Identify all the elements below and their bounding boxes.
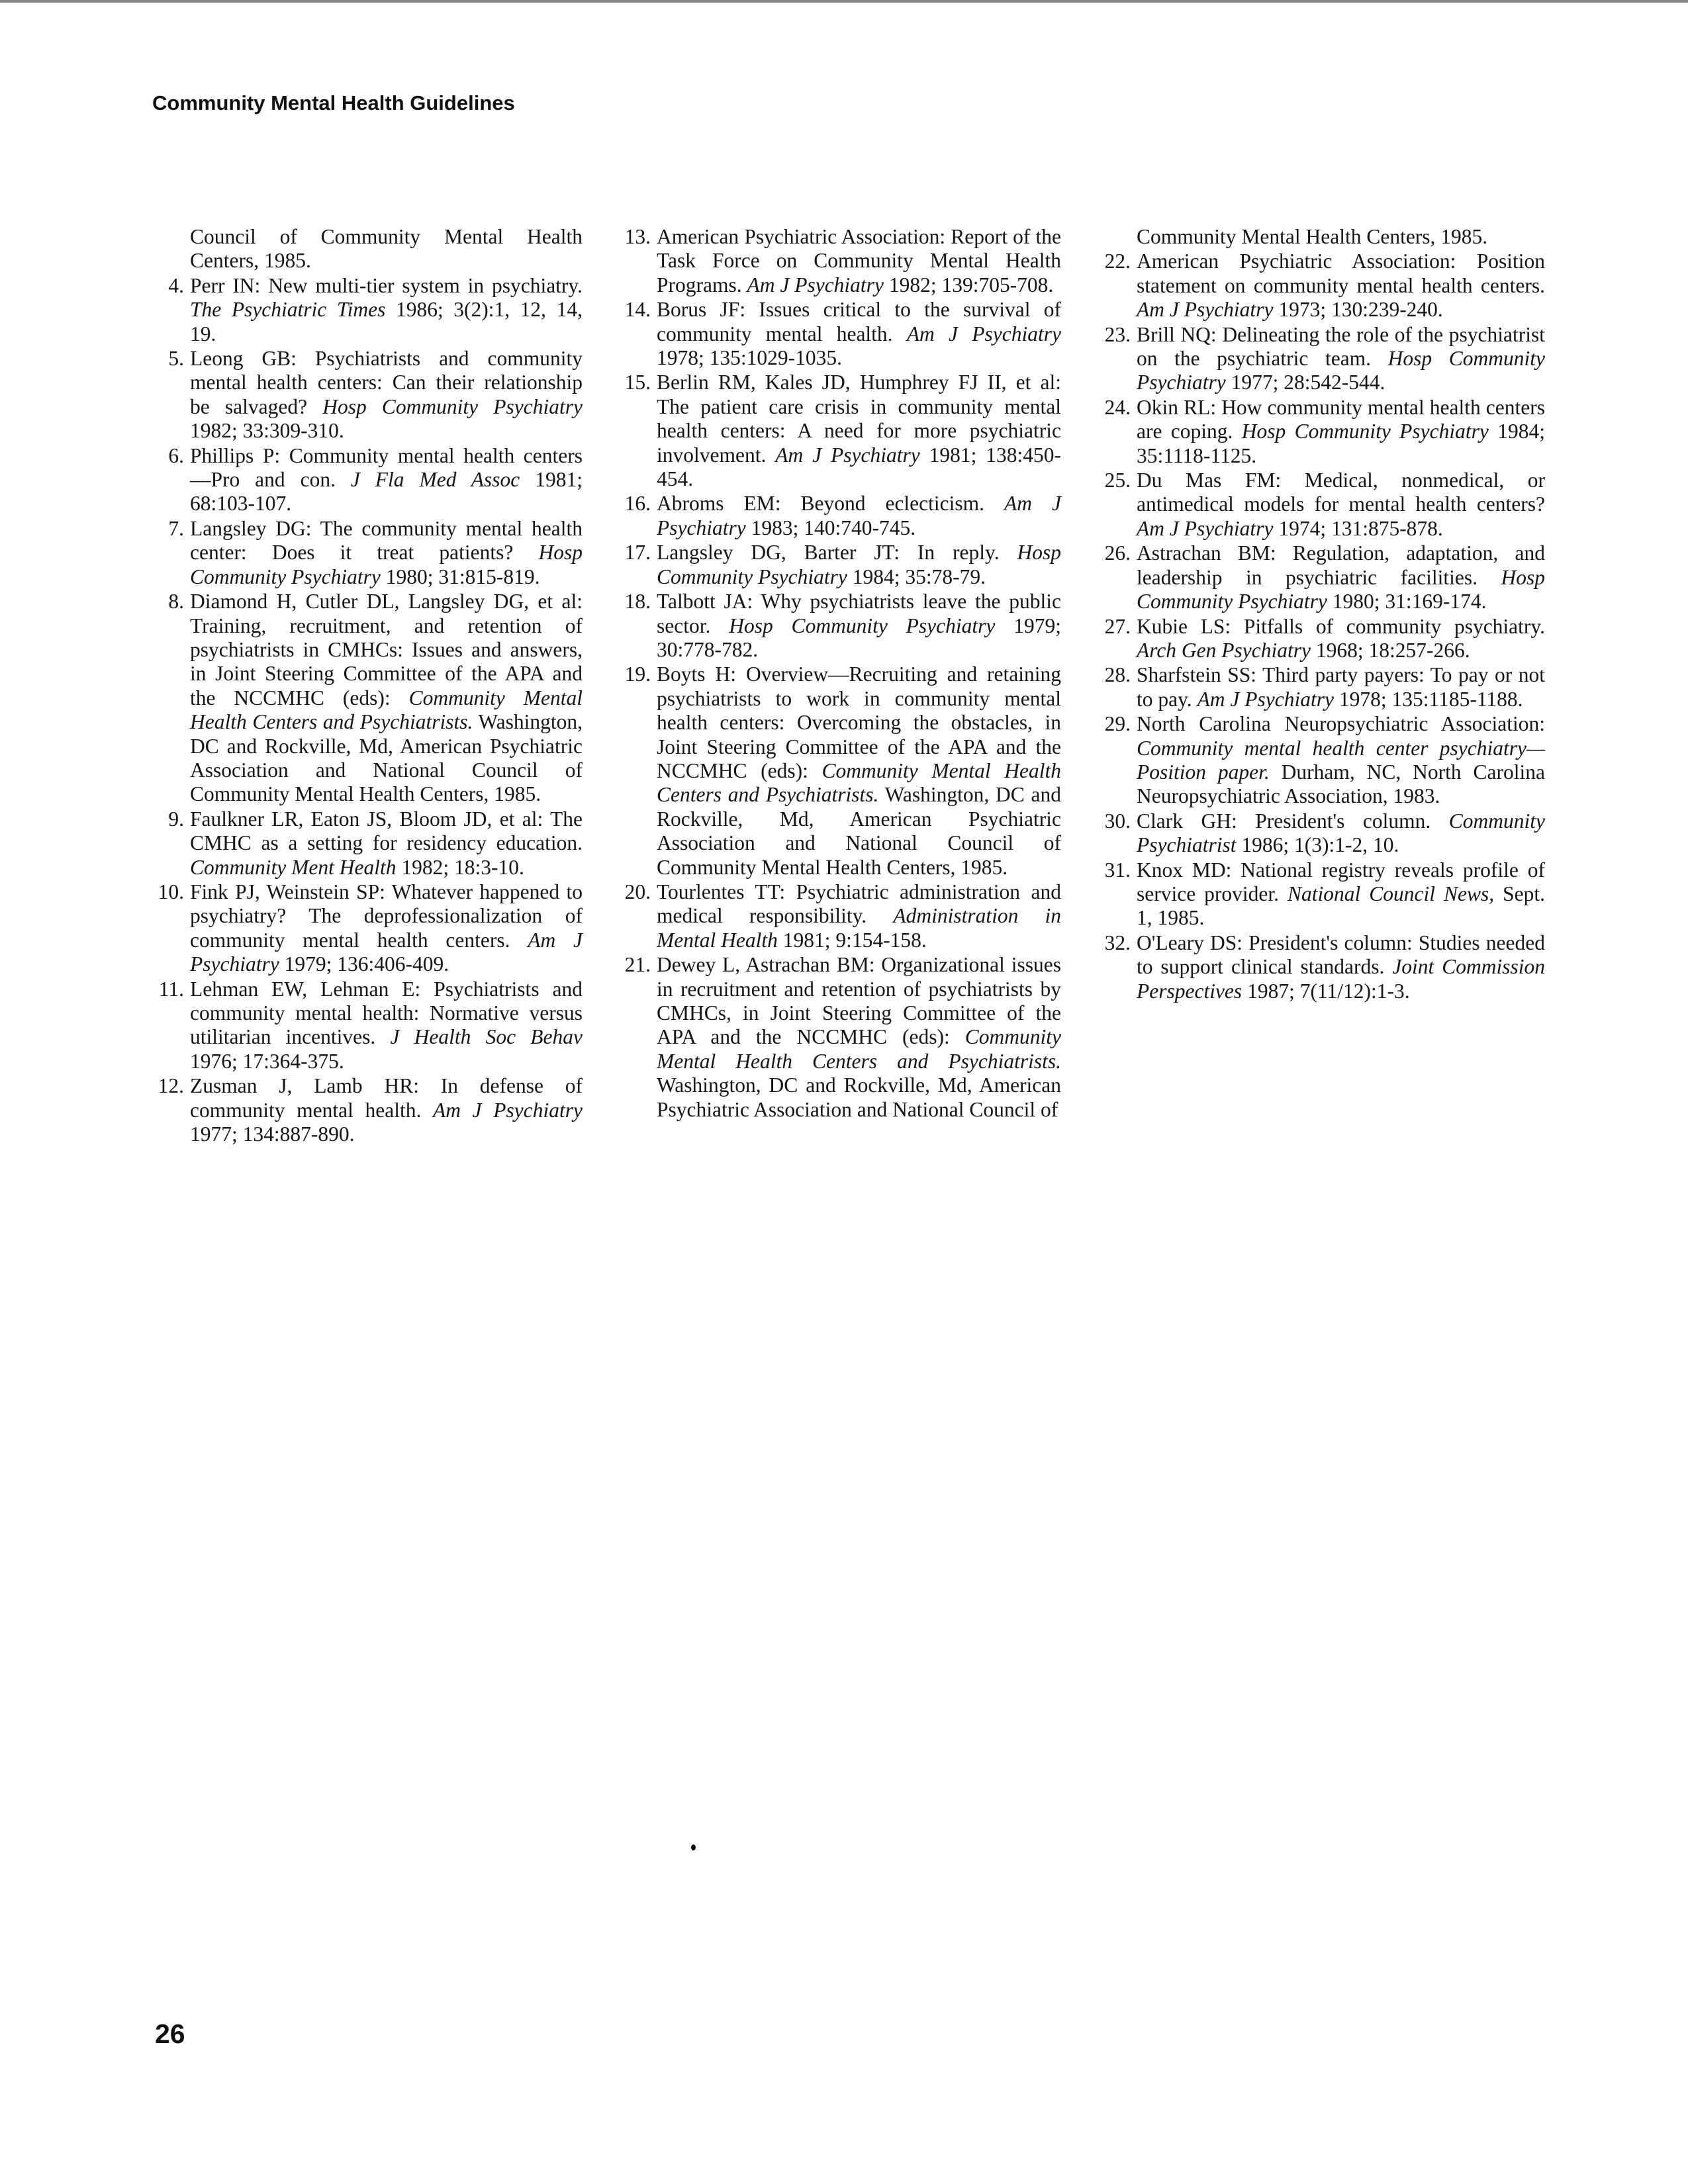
reference-text: O'Leary DS: President's column: Studies needed to support clinical standards. Joint Commission Perspectives 1987; 7(11/12):1-3.: [1137, 931, 1545, 1003]
reference-number: 24.: [1104, 395, 1131, 419]
reference-column-3: [1099, 225, 1545, 1004]
reference-number: 4.: [168, 273, 184, 297]
reference-entry: [152, 444, 583, 516]
reference-text: Boyts H: Overview—Recruiting and retaining psychiatrists to work in community mental health centers: Overcoming the obstacles, in Joint Steering Committee of the APA and the NCCMHC (eds): Community Mental Health Centers and Psychiatrists. Washington, DC and Rockville, Md, American Psychiatric Association and National Council of Community Mental Health Centers, 1985.: [657, 662, 1061, 879]
reference-entry: [1099, 931, 1545, 1003]
journal-title: Am J Psychiatry: [1137, 298, 1274, 322]
reference-entry: [1099, 712, 1545, 809]
reference-text: Tourlentes TT: Psychiatric administration and medical responsibility. Administration in Mental Health 1981; 9:154-158.: [657, 880, 1061, 952]
journal-title: Community Ment Health: [190, 855, 397, 879]
journal-title: Am J Psychiatry: [1137, 516, 1274, 540]
journal-title: Administration in Mental Health: [657, 904, 1061, 952]
reference-text: Langsley DG, Barter JT: In reply. Hosp Community Psychiatry 1984; 35:78-79.: [657, 541, 1061, 588]
reference-number: 17.: [624, 541, 651, 565]
reference-number: 8.: [168, 590, 184, 614]
reference-text: Faulkner LR, Eaton JS, Bloom JD, et al: The CMHC as a setting for residency education. Community Ment Health 1982; 18:3-10.: [190, 807, 583, 879]
journal-title: Am J Psychiatry: [906, 322, 1061, 345]
reference-entry: [1099, 858, 1545, 931]
reference-number: 7.: [168, 516, 184, 540]
reference-column-1: [152, 225, 583, 1147]
journal-title: J Fla Med Assoc: [350, 468, 520, 492]
reference-number: 15.: [624, 371, 651, 394]
reference-text: American Psychiatric Association: Report of the Task Force on Community Mental Health Programs. Am J Psychiatry 1982; 139:705-708.: [657, 225, 1061, 296]
reference-number: 5.: [168, 347, 184, 371]
reference-number: 6.: [168, 443, 184, 467]
journal-title: Am J Psychiatry: [433, 1098, 583, 1122]
journal-title: Hosp Community Psychiatry: [657, 541, 1061, 588]
reference-entry: [1099, 663, 1545, 711]
reference-number: 12.: [158, 1074, 184, 1098]
journal-title: Arch Gen Psychiatry: [1137, 638, 1311, 662]
reference-number: 27.: [1104, 614, 1131, 638]
reference-text: Langsley DG: The community mental health center: Does it treat patients? Hosp Community Psychiatry 1980; 31:815-819.: [190, 516, 583, 588]
reference-entry: [152, 517, 583, 589]
reference-entry: [1099, 396, 1545, 468]
reference-number: 32.: [1104, 931, 1131, 954]
reference-text: Astrachan BM: Regulation, adaptation, and leadership in psychiatric facilities. Hosp Community Psychiatry 1980; 31:169-174.: [1137, 541, 1545, 614]
reference-entry: [619, 953, 1061, 1122]
reference-number: 9.: [168, 807, 184, 831]
reference-text: Diamond H, Cutler DL, Langsley DG, et al: Training, recruitment, and retention of psychiatrists in CMHCs: Issues and answers, in Joint Steering Committee of the APA and the NCCMHC (eds): Community Mental Health Centers and Psychiatrists. Washington, DC and Rockville, Md, American Psychiatric Association and National Council of Community Mental Health Centers, 1985.: [190, 590, 583, 806]
reference-number: 30.: [1104, 809, 1131, 833]
reference-text: Zusman J, Lamb HR: In defense of community mental health. Am J Psychiatry 1977; 134:887-890.: [190, 1074, 583, 1146]
reference-entry: [619, 225, 1061, 297]
reference-number: 19.: [624, 662, 651, 686]
reference-number: 13.: [624, 225, 651, 248]
reference-number: 16.: [624, 492, 651, 516]
reference-entry: [152, 347, 583, 443]
journal-title: Hosp Community Psychiatry: [322, 394, 583, 418]
running-head: Community Mental Health Guidelines: [152, 91, 515, 114]
reference-entry: [152, 978, 583, 1074]
journal-title: Hosp Community Psychiatry: [729, 614, 996, 637]
journal-title: Am J Psychiatry: [747, 273, 884, 296]
reference-entry: [152, 807, 583, 880]
journal-title: Community Mental Health Centers and Psychiatrists.: [657, 1025, 1061, 1073]
journal-title: Community Mental Health Centers and Psychiatrists.: [190, 686, 583, 734]
reference-text: American Psychiatric Association: Position statement on community mental health centers. Am J Psychiatry 1973; 130:239-240.: [1137, 250, 1545, 322]
reference-number: 22.: [1104, 250, 1131, 273]
reference-number: 14.: [624, 298, 651, 322]
reference-text: Brill NQ: Delineating the role of the psychiatrist on the psychiatric team. Hosp Community Psychiatry 1977; 28:542-544.: [1137, 322, 1545, 394]
journal-title: Community mental health center psychiatry—Position paper.: [1137, 736, 1545, 784]
reference-text: Perr IN: New multi-tier system in psychiatry. The Psychiatric Times 1986; 3(2):1, 12, 14, 19.: [190, 273, 583, 345]
journal-title: Hosp Community Psychiatry: [1241, 420, 1489, 443]
reference-entry: [1099, 469, 1545, 541]
journal-title: Am J Psychiatry: [190, 928, 583, 976]
reference-number: 28.: [1104, 663, 1131, 687]
reference-entry: [619, 492, 1061, 540]
reference-text: Okin RL: How community mental health centers are coping. Hosp Community Psychiatry 1984; 35:1118-1125.: [1137, 395, 1545, 467]
reference-number: 10.: [158, 880, 184, 903]
reference-text: North Carolina Neuropsychiatric Association: Community mental health center psychiatry—Position paper. Durham, NC, North Carolina Neuropsychiatric Association, 1983.: [1137, 712, 1545, 808]
reference-entry: [619, 371, 1061, 491]
reference-number: 26.: [1104, 541, 1131, 565]
reference-text: Talbott JA: Why psychiatrists leave the public sector. Hosp Community Psychiatry 1979; 30:778-782.: [657, 590, 1061, 661]
reference-entry: [152, 590, 583, 807]
reference-text: Dewey L, Astrachan BM: Organizational issues in recruitment and retention of psychiatrists by CMHCs, in Joint Steering Committee of the APA and the NCCMHC (eds): Community Mental Health Centers and Psychiatrists. Washington, DC and Rockville, Md, American Psychiatric Association and National Council of: [657, 953, 1061, 1121]
reference-text: Knox MD: National registry reveals profile of service provider. National Council News, Sept. 1, 1985.: [1137, 858, 1545, 930]
reference-number: 20.: [624, 880, 651, 903]
reference-entry: [619, 590, 1061, 662]
reference-text: Sharfstein SS: Third party payers: To pay or not to pay. Am J Psychiatry 1978; 135:1185-1188.: [1137, 663, 1545, 711]
reference-entry: [152, 880, 583, 977]
reference-number: 25.: [1104, 469, 1131, 492]
reference-entry: [619, 662, 1061, 880]
journal-title: J Health Soc Behav: [390, 1025, 583, 1049]
reference-continuation: Council of Community Mental Health Centers, 1985.: [190, 225, 583, 273]
reference-continuation: Community Mental Health Centers, 1985.: [1137, 225, 1488, 248]
reference-text: Fink PJ, Weinstein SP: Whatever happened to psychiatry? The deprofessionalization of community mental health centers. Am J Psychiatry 1979; 136:406-409.: [190, 880, 583, 976]
reference-number: 31.: [1104, 858, 1131, 882]
reference-entry: [1099, 323, 1545, 395]
reference-entry: [619, 298, 1061, 370]
reference-entry: [1099, 541, 1545, 614]
reference-number: 29.: [1104, 712, 1131, 736]
journal-title: Am J Psychiatry: [657, 492, 1061, 539]
journal-title: Am J Psychiatry: [775, 443, 920, 467]
reference-text: Phillips P: Community mental health centers—Pro and con. J Fla Med Assoc 1981; 68:103-107.: [190, 443, 583, 516]
reference-entry: [619, 541, 1061, 589]
reference-text: Abroms EM: Beyond eclecticism. Am J Psychiatry 1983; 140:740-745.: [657, 492, 1061, 539]
reference-entry: [619, 880, 1061, 952]
reference-text: Clark GH: President's column. Community Psychiatrist 1986; 1(3):1-2, 10.: [1137, 809, 1545, 857]
reference-text: Berlin RM, Kales JD, Humphrey FJ II, et al: The patient care crisis in community mental health centers: A need for more psychiatric involvement. Am J Psychiatry 1981; 138:450-454.: [657, 371, 1061, 491]
reference-text: Leong GB: Psychiatrists and community mental health centers: Can their relationship be salvaged? Hosp Community Psychiatry 1982; 33:309-310.: [190, 347, 583, 443]
journal-title: Community Mental Health Centers and Psychiatrists.: [657, 758, 1061, 807]
journal-title: The Psychiatric Times: [190, 298, 386, 322]
reference-number: 11.: [158, 977, 184, 1001]
reference-number: 18.: [624, 590, 651, 614]
scan-speck: [691, 1844, 696, 1850]
reference-entry: [1099, 615, 1545, 663]
reference-number: 23.: [1104, 322, 1131, 346]
reference-number: 21.: [624, 953, 651, 977]
journal-title: National Council News,: [1288, 882, 1495, 905]
reference-text: Lehman EW, Lehman E: Psychiatrists and community mental health: Normative versus utilitarian incentives. J Health Soc Behav 1976; 17:364-375.: [190, 977, 583, 1073]
journal-title: Community Psychiatrist: [1137, 809, 1545, 857]
reference-entry: [152, 1074, 583, 1146]
scan-top-edge: [0, 0, 1688, 3]
reference-text: Du Mas FM: Medical, nonmedical, or antimedical models for mental health centers? Am J Psychiatry 1974; 131:875-878.: [1137, 469, 1545, 540]
journal-title: Hosp Community Psychiatry: [1137, 347, 1545, 394]
reference-column-2: [619, 225, 1061, 1122]
reference-text: Borus JF: Issues critical to the survival of community mental health. Am J Psychiatry 1978; 135:1029-1035.: [657, 298, 1061, 370]
reference-text: Kubie LS: Pitfalls of community psychiatry. Arch Gen Psychiatry 1968; 18:257-266.: [1137, 614, 1545, 662]
journal-title: Joint Commission Perspectives: [1137, 955, 1545, 1003]
page-number: 26: [155, 2019, 185, 2049]
journal-title: Hosp Community Psychiatry: [190, 541, 583, 588]
journal-title: Hosp Community Psychiatry: [1137, 565, 1545, 614]
reference-entry: [1099, 250, 1545, 322]
reference-entry: [152, 274, 583, 346]
reference-entry: [1099, 809, 1545, 858]
journal-title: Am J Psychiatry: [1197, 687, 1334, 711]
